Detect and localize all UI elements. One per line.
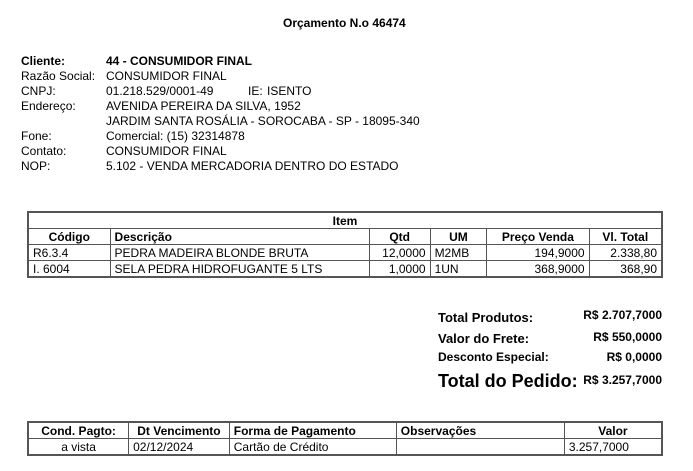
- header-codigo: Código: [28, 229, 110, 245]
- payment-cond: a vista: [28, 439, 129, 456]
- cliente-value: 44 - CONSUMIDOR FINAL: [106, 54, 253, 68]
- total-produtos-label: Total Produtos:: [438, 310, 534, 325]
- item-um: 1UN: [430, 261, 487, 278]
- header-vl-total: Vl. Total: [589, 229, 662, 245]
- cnpj-value: 01.218.529/0001-49: [106, 84, 214, 98]
- item-qtd: 12,0000: [369, 245, 430, 261]
- table-row: [28, 261, 662, 278]
- cliente-label: Cliente:: [21, 54, 66, 68]
- nop-label: NOP:: [21, 159, 51, 173]
- header-valor: Valor: [564, 422, 662, 439]
- fone-label: Fone:: [21, 129, 52, 143]
- table-row: [28, 245, 662, 261]
- endereco-label: Endereço:: [21, 99, 76, 113]
- payment-observacoes: [396, 439, 564, 456]
- item-codigo: I. 6004: [28, 261, 110, 278]
- item-qtd: 1,0000: [369, 261, 430, 278]
- item-total: 368,90: [589, 261, 662, 278]
- table-row: [28, 439, 662, 456]
- item-preco: 368,9000: [487, 261, 589, 278]
- nop-value: 5.102 - VENDA MERCADORIA DENTRO DO ESTADO: [106, 159, 399, 173]
- header-descricao: Descrição: [110, 229, 369, 245]
- item-preco: 194,9000: [487, 245, 589, 261]
- header-preco-venda: Preço Venda: [487, 229, 589, 245]
- items-header-row: [28, 229, 662, 245]
- header-cond-pagto: Cond. Pagto:: [28, 422, 129, 439]
- endereco-line1: AVENIDA PEREIRA DA SILVA, 1952: [106, 99, 301, 113]
- ie-value: ISENTO: [267, 84, 312, 98]
- razao-label: Razão Social:: [21, 69, 96, 83]
- payment-header-row: [28, 422, 662, 439]
- item-descricao: PEDRA MADEIRA BLONDE BRUTA: [110, 245, 369, 261]
- valor-frete-value: R$ 550,0000: [593, 330, 662, 344]
- document-title: Orçamento N.o 46474: [283, 16, 406, 30]
- payment-forma: Cartão de Crédito: [229, 439, 396, 456]
- payment-vencimento: 02/12/2024: [129, 439, 230, 456]
- items-table: [27, 211, 663, 278]
- total-pedido-label: Total do Pedido:: [438, 371, 578, 391]
- cnpj-label: CNPJ:: [21, 84, 56, 98]
- ie-label: IE:: [248, 84, 263, 98]
- item-codigo: R6.3.4: [28, 245, 110, 261]
- total-produtos-value: R$ 2.707,7000: [583, 308, 662, 322]
- header-forma-pagamento: Forma de Pagamento: [229, 422, 396, 439]
- item-descricao: SELA PEDRA HIDROFUGANTE 5 LTS: [110, 261, 369, 278]
- endereco-line2: JARDIM SANTA ROSÁLIA - SOROCABA - SP - 18095-340: [106, 114, 420, 128]
- header-um: UM: [430, 229, 487, 245]
- contato-label: Contato:: [21, 144, 67, 158]
- total-pedido-value: R$ 3.257,7000: [583, 373, 662, 387]
- valor-frete-label: Valor do Frete:: [438, 331, 530, 346]
- contato-value: CONSUMIDOR FINAL: [106, 144, 227, 158]
- item-um: M2MB: [430, 245, 487, 261]
- payment-valor: 3.257,7000: [564, 439, 662, 456]
- items-caption: Item: [28, 212, 662, 229]
- header-dt-vencimento: Dt Vencimento: [129, 422, 230, 439]
- desconto-value: R$ 0,0000: [606, 350, 662, 364]
- desconto-label: Desconto Especial:: [438, 350, 549, 364]
- header-qtd: Qtd: [369, 229, 430, 245]
- item-total: 2.338,80: [589, 245, 662, 261]
- header-observacoes: Observações: [396, 422, 564, 439]
- payment-table: [27, 421, 663, 456]
- fone-value: Comercial: (15) 32314878: [106, 129, 245, 143]
- razao-value: CONSUMIDOR FINAL: [106, 69, 227, 83]
